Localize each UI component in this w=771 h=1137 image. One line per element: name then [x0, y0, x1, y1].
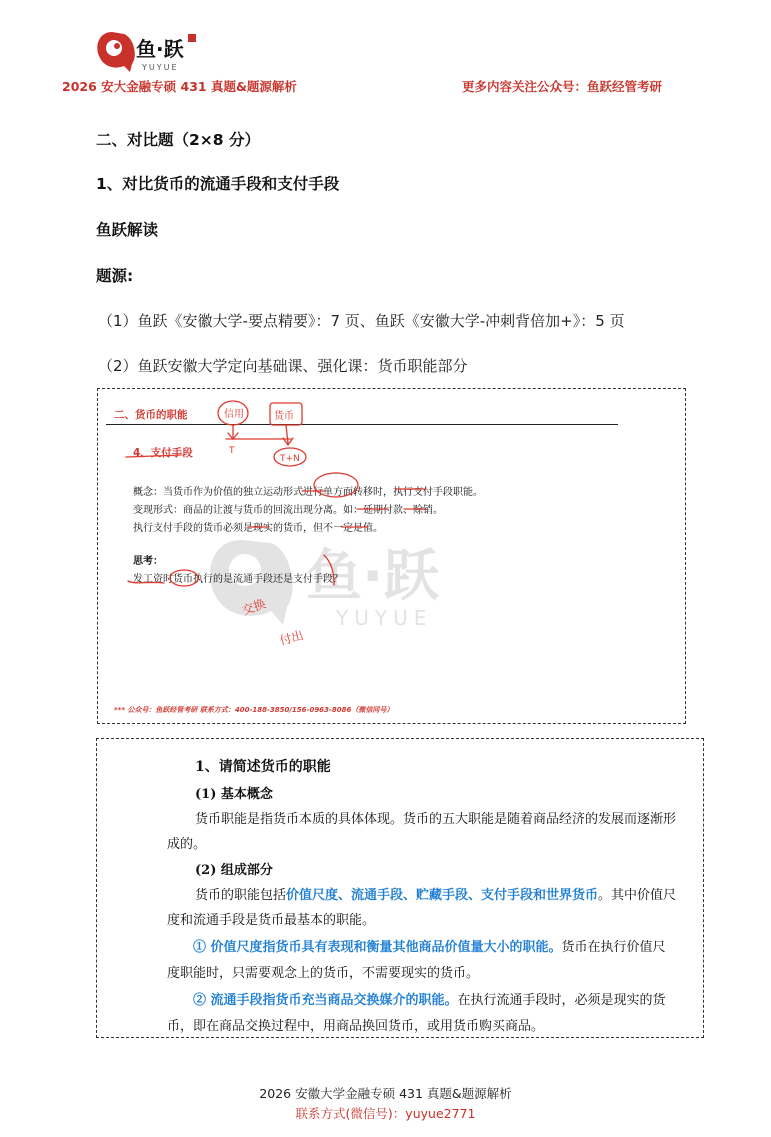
- slide-think-question: 发工资时货币执行的是流通手段还是支付手段？: [133, 574, 343, 585]
- textbook-item2-line2: 币，即在商品交换过程中，用商品换回货币，或用货币购买商品。: [167, 1019, 545, 1034]
- slide-divider: [106, 424, 618, 425]
- tiyuan-label: 题源:: [96, 267, 134, 285]
- watermark-subtext: YUYUE: [336, 606, 433, 630]
- item1-highlight: ① 价值尺度指货币具有表现和衡量其他商品价值量大小的职能。: [193, 940, 562, 955]
- footer-title: 2026 安徽大学金融专硕 431 真题&题源解析: [259, 1086, 512, 1101]
- handwriting-pay: 付出: [278, 628, 305, 648]
- source-item-1: （1）鱼跃《安徽大学-要点精要》：7 页、鱼跃《安徽大学-冲刺背倍加+》：5 页: [98, 312, 625, 330]
- p2-highlight: 价值尺度、流通手段、贮藏手段、支付手段和世界货币: [286, 888, 599, 903]
- textbook-heading-1: (1) 基本概念: [195, 787, 273, 802]
- slide-excerpt-box: [97, 388, 686, 724]
- slide-think-label: 思考：: [133, 556, 163, 567]
- question-title: 1、对比货币的流通手段和支付手段: [96, 175, 340, 193]
- handwriting-credit: 信用: [224, 409, 244, 420]
- item2-suffix: 在执行流通手段时，必须是现实的货: [457, 993, 666, 1008]
- handwriting-t: T: [229, 446, 235, 456]
- jiedu-heading: 鱼跃解读: [96, 221, 159, 239]
- handwriting-tn: T+N: [280, 454, 300, 464]
- slide-footer: *** 公众号：鱼跃经管考研 联系方式：400-188-3850/156-0963-8086（微信同号）: [114, 706, 394, 714]
- watermark-text: 鱼·跃: [306, 544, 440, 609]
- footer-contact: 联系方式(微信号)：yuyue2771: [295, 1106, 476, 1121]
- textbook-p1-line2: 成的。: [167, 837, 207, 852]
- item2-highlight: ② 流通手段指货币充当商品交换媒介的职能。: [193, 993, 458, 1008]
- slide-form: 变现形式：商品的让渡与货币的回流出现分离。如：延期付款、赊销。: [133, 505, 443, 516]
- yuyue-logo: [90, 26, 200, 76]
- slide-subsection-title: 4、支付手段: [133, 447, 193, 459]
- textbook-excerpt-box: [96, 738, 704, 1038]
- textbook-heading-2: (2) 组成部分: [195, 863, 273, 878]
- textbook-p2-line2: 度和流通手段是货币最基本的职能。: [167, 913, 376, 928]
- handwriting-exchange: 交换: [240, 596, 268, 618]
- slide-must: 执行支付手段的货币必须是现实的货币，但不一定足值。: [133, 523, 383, 534]
- slide-concept: 概念：当货币作为价值的独立运动形式进行单方面转移时，执行支付手段职能。: [133, 487, 483, 498]
- slide-section-title: 二、货币的职能: [114, 409, 188, 421]
- textbook-item2-line1: [193, 989, 666, 1008]
- handwriting-currency: 货币: [274, 411, 294, 422]
- textbook-item1-line2: 度职能时，只需要观念上的货币，不需要现实的货币。: [167, 966, 480, 981]
- textbook-p1-line1: 货币职能是指货币本质的具体体现。货币的五大职能是随着商品经济的发展而逐渐形: [195, 812, 677, 827]
- item1-suffix: 货币在执行价值尺: [561, 940, 666, 955]
- section-title: 二、对比题（2×8 分）: [96, 131, 260, 149]
- p2-suffix: 。其中价值尺: [598, 888, 677, 903]
- p2-prefix: 货币的职能包括: [195, 888, 287, 903]
- header-right-title: 更多内容关注公众号：鱼跃经管考研: [462, 79, 663, 94]
- textbook-question: 1、请简述货币的职能: [195, 759, 331, 775]
- source-item-2: （2）鱼跃安徽大学定向基础课、强化课：货币职能部分: [98, 357, 468, 375]
- header-left-title: 2026 安大金融专硕 431 真题&题源解析: [62, 79, 297, 94]
- textbook-item1-line1: [193, 936, 666, 955]
- logo-subtext: YUYUE: [142, 63, 179, 72]
- slide-image: [106, 395, 677, 717]
- logo-wordmark: 鱼·跃: [136, 37, 184, 61]
- textbook-p2-line1: [195, 884, 676, 903]
